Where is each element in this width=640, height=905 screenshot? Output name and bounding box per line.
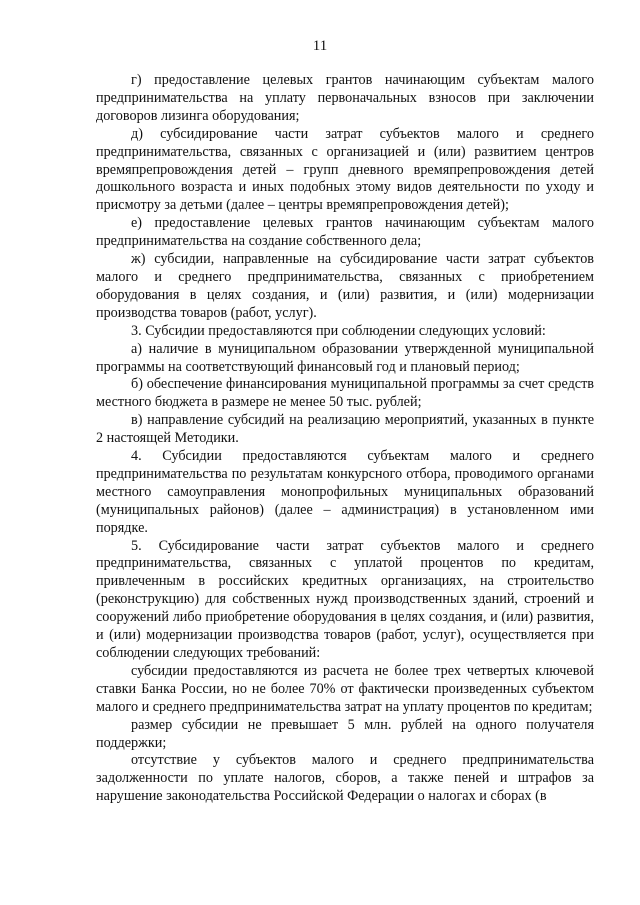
paragraph: б) обеспечение финансирования муниципальной программы за счет средств местного бюджета в размере не менее 50 тыс. рублей;	[96, 376, 594, 411]
paragraph: 5. Субсидирование части затрат субъектов малого и среднего предпринимательства, связанных с уплатой процентов по кредитам, привлеченным в российских кредитных организациях, на строительство (реконструкцию) для собственных нужд производственных зданий, строений и сооружений либо приобретение оборудования в целях создания, и (или) развития, и (или) модернизации производства товаров (работ, услуг), осуществляется при соблюдении следующих требований:	[96, 537, 594, 661]
paragraph: отсутствие у субъектов малого и среднего предпринимательства задолженности по уплате налогов, сборов, а также пеней и штрафов за нарушение законодательства Российской Федерации о налогах и сборах (в	[96, 752, 594, 805]
paragraph: г) предоставление целевых грантов начинающим субъектам малого предпринимательства на уплату первоначальных взносов при заключении договоров лизинга оборудования;	[96, 72, 594, 124]
page-number: 11	[312, 38, 328, 54]
paragraph: размер субсидии не превышает 5 млн. рублей на одного получателя поддержки;	[96, 716, 594, 751]
paragraph: 3. Субсидии предоставляются при соблюдении следующих условий:	[131, 322, 546, 339]
paragraph: ж) субсидии, направленные на субсидирование части затрат субъектов малого и среднего предпринимательства, связанных с приобретением оборудования в целях создания, и (или) развития, и (или) модернизации производства товаров (работ, услуг).	[96, 251, 594, 321]
paragraph: субсидии предоставляются из расчета не более трех четвертых ключевой ставки Банка России, но не более 70% от фактически произведенных субъектом малого и среднего предпринимательства затрат на уплату процентов по кредитам;	[96, 662, 594, 715]
paragraph: 4. Субсидии предоставляются субъектам малого и среднего предпринимательства по результатам конкурсного отбора, проводимого органами местного самоуправления монопрофильных муниципальных образований (муниципальных районов) (далее – администрация) в установленном ими порядке.	[96, 448, 594, 536]
paragraph: в) направление субсидий на реализацию мероприятий, указанных в пункте 2 настоящей Методики.	[96, 412, 594, 447]
document-body	[96, 72, 594, 806]
paragraph: а) наличие в муниципальном образовании утвержденной муниципальной программы на соответствующий финансовый год и плановый период;	[96, 340, 594, 375]
paragraph: д) субсидирование части затрат субъектов малого и среднего предпринимательства, связанных с организацией и (или) развитием центров времяпрепровождения детей – групп дневного времяпрепровождения детей дошкольного возраста и иных подобных этому видов деятельности по уходу и присмотру за детьми (далее – центры времяпрепровождения детей);	[96, 125, 594, 214]
paragraph: е) предоставление целевых грантов начинающим субъектам малого предпринимательства на создание собственного дела;	[96, 215, 594, 250]
